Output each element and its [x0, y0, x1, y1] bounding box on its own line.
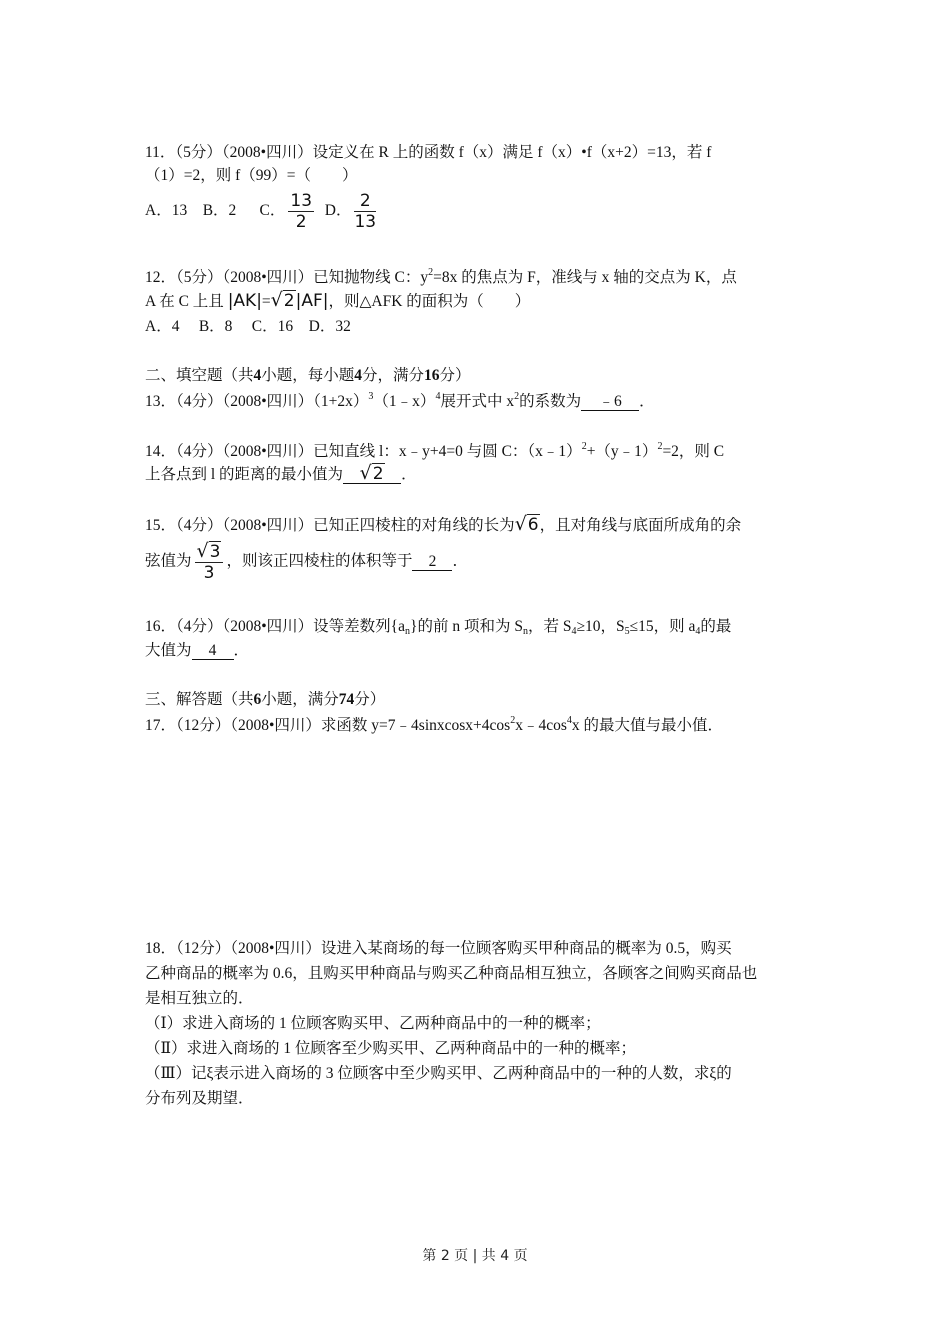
q12-line2: A 在 C 上且 |AK|=√2|AF|，则△AFK 的面积为（ ）	[145, 289, 531, 311]
q16-line2: 大值为 4 ．	[145, 642, 250, 659]
q13-line: 13．（4分）（2008•四川）$(1+2x)^3(1﹣x)^4$展开式中 $x^2$的系数为 ﹣6 ．	[145, 391, 655, 410]
q14-line2: 上各点到 l 的距离的最小值为 √2 ．	[145, 462, 417, 484]
q18-part3-line2: 分布列及期望．	[145, 1090, 254, 1107]
abs-af: |AF|	[295, 291, 329, 311]
q11-option-b: B．2	[202, 202, 237, 220]
q11-option-c-label: C．	[259, 202, 286, 220]
q11-line1: 11．（5分）（2008•四川）设定义在 R 上的函数 f（x）满足 f（x）•f（x+2）=13，若 f	[145, 144, 712, 161]
page-footer: 第 2 页 | 共 4 页	[422, 1248, 528, 1264]
q12-options: A．4 B．8 C．16 D．32	[145, 318, 351, 335]
q15-line1: 15．（4分）（2008•四川）已知正四棱柱的对角线的长为√6，且对角线与底面所成角的余	[145, 513, 742, 535]
q11-option-a: A．13	[145, 202, 188, 220]
q17-line: 17．（12分）（2008•四川）求函数 $y=7﹣4sinxcosx+4\cos^2x﹣4\cos^4x$ 的最大值与最小值．	[145, 715, 724, 734]
fraction-sqrt3-over-3: $\frac{√3}{3}$	[195, 541, 224, 583]
sqrt-6: √6	[514, 513, 539, 535]
q18-part1: （Ⅰ）求进入商场的 1 位顾客购买甲、乙两种商品中的一种的概率；	[145, 1015, 601, 1032]
q11-options	[145, 191, 379, 232]
q11-option-d-label: D．	[324, 202, 352, 220]
q18-line2: 乙种商品的概率为 0.6，且购买甲种商品与购买乙种商品相互独立，各顾客之间购买商品也	[145, 965, 758, 982]
q11-option-c-fraction: $\frac{13}{2}$	[290, 191, 313, 232]
q14-line1: 14．（4分）（2008•四川）已知直线 l：x﹣y+4=0 与圆 C：（x﹣1）$^2$+（y﹣1）$^2$=2，则 C	[145, 441, 725, 460]
q18-line1: 18．（12分）（2008•四川）设进入某商场的每一位顾客购买甲种商品的概率为 0.5，购买	[145, 940, 732, 957]
section-2-heading: 二、填空题（共4小题，每小题4分，满分16分）	[145, 367, 471, 384]
q15-line2: 弦值为 $\frac{√3}{3}$ ，则该正四棱柱的体积等于 2 ．	[145, 540, 468, 583]
q18-line3: 是相互独立的．	[145, 990, 254, 1007]
section-3-heading: 三、解答题（共6小题，满分74分）	[145, 691, 386, 708]
q15-answer: 2	[412, 554, 452, 571]
q13-answer: ﹣6	[581, 394, 639, 411]
sqrt-2: √2	[270, 289, 295, 311]
q18-part2: （Ⅱ）求进入商场的 1 位顾客至少购买甲、乙两种商品中的一种的概率；	[145, 1040, 637, 1057]
q14-answer: √2	[343, 465, 401, 484]
abs-ak: |AK|	[227, 291, 262, 311]
q16-line1: 16．（4分）（2008•四川）设等差数列$\{a_n\}$的前 n 项和为 $S_n$，若 $S_4\ge 10$，$S_5\le 15$，则 $a_4$的最	[145, 618, 732, 637]
q11-line2: （1）=2，则 f（99）=（ ）	[145, 167, 358, 184]
q18-part3-line1: （Ⅲ）记ξ表示进入商场的 3 位顾客中至少购买甲、乙两种商品中的一种的人数，求ξ的	[145, 1065, 732, 1082]
q12-line1: 12．（5分）（2008•四川）已知抛物线 C：$y^2=8x$ 的焦点为 F，准线与 x 轴的交点为 K，点	[145, 267, 737, 286]
q11-option-d-fraction: $\frac{2}{13}$	[354, 191, 377, 232]
q16-answer: 4	[192, 643, 234, 660]
